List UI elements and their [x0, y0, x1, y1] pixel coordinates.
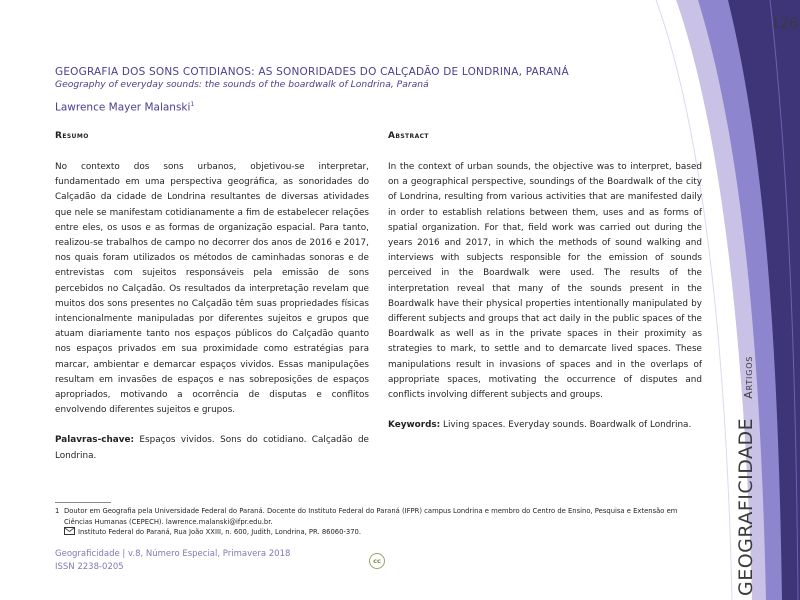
footnote-address: Instituto Federal do Paraná, Rua João XXIII, n. 600, Judith, Londrina, PR. 86060-370. — [78, 528, 362, 536]
journal-citation: Geograficidade | v.8, Número Especial, Primavera 2018 — [55, 549, 291, 559]
abstract-keywords-label: Keywords: — [388, 420, 441, 431]
footnote-text: Doutor em Geografia pela Universidade Federal do Paraná. Docente do Instituto Federal do Paraná (IFPR) campus Londrina e membro do Centro de Ensino, Pesquisa e Extensão em Ciências Humanas (CEPECH). lawrence.malanski@ifpr.edu.br. — [64, 507, 678, 526]
author-line — [55, 98, 665, 115]
footnote-divider — [55, 502, 111, 503]
footnotes — [55, 506, 705, 538]
journal-issn: ISSN 2238-0205 — [55, 562, 124, 572]
article-title-english: Geography of everyday sounds: the sounds of the boardwalk of Londrina, Paraná — [55, 79, 429, 90]
journal-logo-text: GEOGRAFICIDADE — [735, 417, 757, 596]
abstract-column — [388, 131, 702, 433]
section-label: Artigos — [742, 355, 755, 399]
resumo-keywords — [55, 433, 369, 463]
footnote-address-row — [55, 527, 705, 538]
author-name: Lawrence Mayer Malanski — [55, 101, 191, 114]
article-header — [55, 66, 665, 115]
journal-footer — [55, 548, 290, 574]
abstract-keywords-text: Living spaces. Everyday sounds. Boardwalk of Londrina. — [443, 420, 692, 431]
article-title-portuguese: GEOGRAFIA DOS SONS COTIDIANOS: AS SONORIDADES DO CALÇADÃO DE LONDRINA, PARANÁ — [55, 66, 569, 78]
abstract-body: In the context of urban sounds, the objective was to interpret, based on a geographical perspective, soundings of the Boardwalk of the city of Londrina, resulting from various activities that are manifested daily in order to establish relations between them, uses and as forms of spatial organization. For that, field work was carried out during the years 2016 and 2017, in which the methods of sound walking and interviews with subjects responsible for the emission of sounds perceived in the Boardwalk were used. The results of the interpretation reveal that many of the sounds present in the Boardwalk have their physical properties intentionally manipulated by different subjects and groups that act daily in the public spaces of the Boardwalk as well as in the private spaces in their proximity as strategies to mark, to settle and to demarcate lived spaces. These manipulations result in invasions of spaces and in the overlaps of appropriate spaces, motivating the occurrence of disputes and conflicts involving different subjects and groups. — [388, 162, 702, 401]
page-number: 126 — [771, 16, 798, 32]
resumo-heading: Resumo — [55, 131, 89, 141]
abstract-heading: Abstract — [388, 131, 429, 141]
envelope-icon — [64, 527, 75, 535]
author-footnote-marker: 1 — [190, 101, 195, 108]
abstract-keywords — [388, 418, 702, 433]
resumo-keywords-label: Palavras-chave: — [55, 435, 135, 446]
resumo-keywords-text: Espaços vividos. Sons do cotidiano. Calçadão de Londrina. — [55, 435, 369, 461]
creative-commons-icon: cc — [369, 553, 385, 569]
resumo-column — [55, 131, 369, 464]
footnote-item — [55, 506, 705, 527]
sidebar-vertical-label — [735, 0, 757, 596]
footnote-number: 1 — [55, 507, 60, 515]
resumo-body: No contexto dos sons urbanos, objetivou-se interpretar, fundamentado em uma perspectiva geográfica, as sonoridades do Calçadão da cidade de Londrina resultantes de diversas atividades que nele se manifestam cotidianamente a fim de estabelecer relações entre eles, os usos e as formas de organização espacial. Para tanto, realizou-se trabalhos de campo no decorrer dos anos de 2016 e 2017, nos quais foram utilizados os métodos de caminhadas sonoras e de entrevistas com sujeitos responsáveis pela emissão de sons percebidos no Calçadão. Os resultados da interpretação revelam que muitos dos sons presentes no Calçadão têm suas propriedades físicas intencionalmente manipuladas por diferentes sujeitos e grupos que atuam diariamente tanto nos espaços públicos do Calçadão quanto nos espaços privados em sua proximidade como estratégias para marcar, ambientar e demarcar espaços vividos. Essas manipulações resultam em invasões de espaços e nas sobreposições de espaços apropriados, motivando a ocorrência de disputas e conflitos envolvendo diferentes sujeitos e grupos. — [55, 162, 369, 416]
